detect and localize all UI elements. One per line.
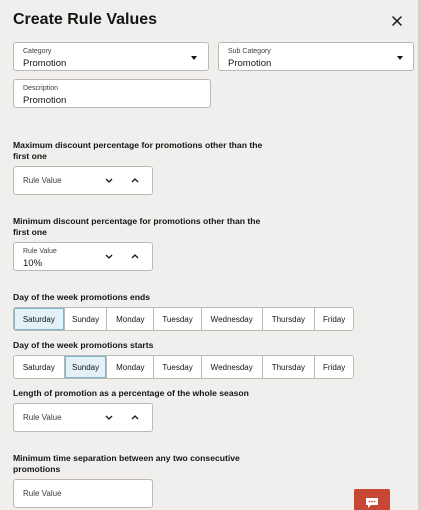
close-icon [392,16,402,26]
ends-day-selector [13,307,354,331]
sub-category-select[interactable] [218,42,414,71]
ends-day-tuesday[interactable]: Tuesday [154,308,202,330]
sub-category-label: Sub Category [228,48,271,55]
category-label: Category [23,48,52,55]
starts-day-saturday[interactable]: Saturday [14,356,65,378]
max-discount-label: Maximum discount percentage for promotions other than the first one [13,140,263,161]
min-discount-label: Minimum discount percentage for promotions other than the first one [13,216,261,237]
chevron-up-icon [131,178,139,183]
max-discount-input[interactable] [13,166,153,195]
ends-day-friday[interactable]: Friday [315,308,353,330]
chevron-down-icon [105,415,113,420]
starts-day-monday[interactable]: Monday [107,356,154,378]
max-discount-placeholder: Rule Value [23,176,62,185]
separation-label: Minimum time separation between any two consecutive promotions [13,453,240,474]
ends-day-saturday[interactable]: Saturday [14,308,65,330]
length-input[interactable] [13,403,153,432]
ends-day-sunday[interactable]: Sunday [65,308,108,330]
starts-day-tuesday[interactable]: Tuesday [154,356,202,378]
feedback-button[interactable] [354,489,390,510]
caret-down-icon [191,56,197,60]
min-discount-value: 10% [23,258,43,269]
caret-down-icon [397,56,403,60]
chevron-up-icon [131,254,139,259]
sub-category-value: Promotion [228,58,272,69]
starts-day-selector [13,355,354,379]
starts-day-wednesday[interactable]: Wednesday [202,356,263,378]
separation-placeholder: Rule Value [23,489,62,498]
chevron-down-icon [105,178,113,183]
description-label: Description [23,85,59,92]
chevron-up-icon [131,415,139,420]
chevron-down-icon [105,254,113,259]
ends-day-label: Day of the week promotions ends [13,292,151,302]
ends-day-thursday[interactable]: Thursday [263,308,316,330]
starts-day-sunday[interactable]: Sunday [65,356,108,378]
ends-day-wednesday[interactable]: Wednesday [202,308,263,330]
starts-day-friday[interactable]: Friday [315,356,353,378]
length-label: Length of promotion as a percentage of the whole season [13,388,249,398]
category-select[interactable] [13,42,209,71]
dialog-title: Create Rule Values [13,11,158,28]
decrement-button[interactable] [103,404,115,431]
starts-day-label: Day of the week promotions starts [13,340,154,350]
separation-input[interactable] [13,479,153,508]
decrement-button[interactable] [103,243,115,270]
description-field[interactable] [13,79,211,108]
increment-button[interactable] [129,404,141,431]
chat-icon [365,497,379,509]
min-discount-input[interactable] [13,242,153,271]
increment-button[interactable] [129,167,141,194]
close-button[interactable] [388,12,406,30]
min-discount-field-label: Rule Value [23,248,57,255]
category-value: Promotion [23,58,67,69]
decrement-button[interactable] [103,167,115,194]
starts-day-thursday[interactable]: Thursday [263,356,316,378]
description-value: Promotion [23,95,67,106]
increment-button[interactable] [129,243,141,270]
ends-day-monday[interactable]: Monday [107,308,154,330]
length-placeholder: Rule Value [23,413,62,422]
